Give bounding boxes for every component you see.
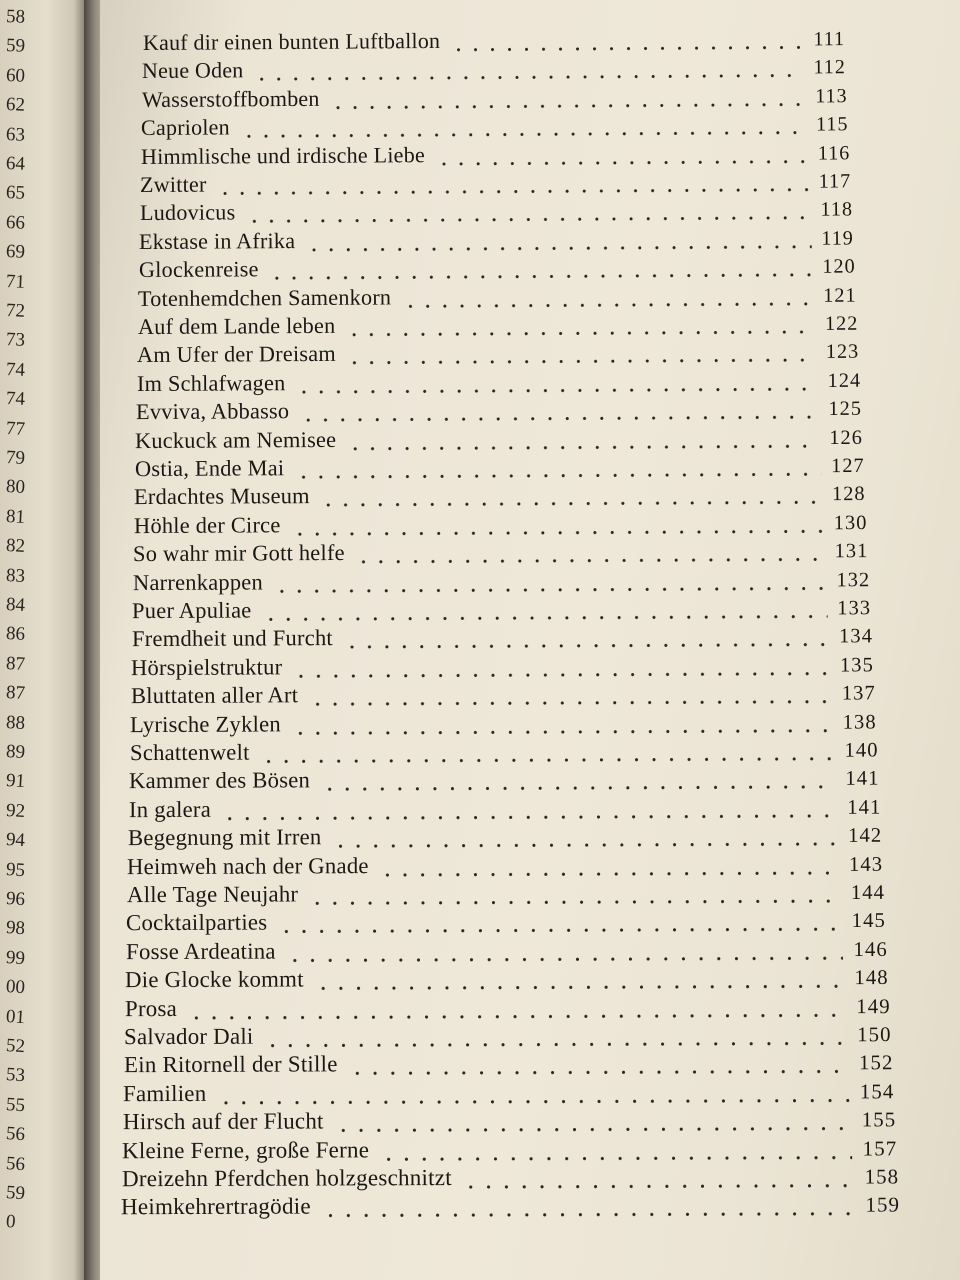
dot-leader [299,415,818,422]
dot-leader [402,301,814,308]
toc-entry-page-number: 141 [846,795,881,819]
dot-leader [332,842,838,848]
dot-leader [320,501,822,508]
left-page-number: 86 [5,623,26,646]
left-page-number: 66 [5,211,26,234]
toc-entry-title: Ludovicus [139,199,236,226]
left-page-number: 91 [5,770,26,793]
toc-entry-title: Ein Ritornell der Stille [123,1050,338,1078]
left-page-number: 58 [5,6,26,28]
left-page-number: 55 [5,1093,26,1117]
dot-leader [294,472,821,479]
toc-entry-page-number: 135 [840,653,875,677]
left-page-number: 99 [5,946,26,969]
dot-leader [278,927,842,934]
dot-leader [348,1070,849,1076]
dot-leader [435,159,808,165]
dot-leader [293,671,830,678]
toc-entry-title: Capriolen [141,114,231,141]
toc-entry-title: Wasserstoffbomben [141,85,320,112]
left-page-number: 79 [5,447,26,469]
dot-leader [308,700,831,707]
toc-entry-page-number: 130 [833,511,868,535]
left-page-number: 81 [5,505,26,528]
left-page-number: 87 [5,682,26,705]
toc-entry-page-number: 143 [849,852,884,876]
left-page-number: 95 [5,858,26,881]
toc-entry-page-number: 113 [815,84,848,108]
dot-leader [291,728,832,735]
left-page-number: 71 [5,270,26,293]
dot-leader [314,984,844,990]
toc-entry-title: Am Ufer der Dreisam [136,340,337,368]
toc-entry-title: Zwitter [140,171,207,198]
toc-entry-title: Kleine Ferne, große Ferne [122,1135,370,1164]
dot-leader [217,1098,850,1105]
dot-leader [273,586,826,593]
dot-leader [308,899,840,906]
toc-entry-page-number: 150 [857,1023,892,1047]
toc-entry-title: Salvador Dali [124,1022,254,1050]
toc-entry-title: Heimkehrertragödie [120,1192,311,1220]
left-page-number: 84 [5,594,26,616]
toc-entry-title: Kuckuck am Nemisee [135,426,337,453]
left-page-number: 52 [5,1035,26,1058]
toc-entry-title: Himmlische und irdische Liebe [140,141,425,169]
toc-entry-page-number: 125 [828,397,863,421]
left-page-number: 63 [5,123,26,146]
toc-entry-page-number: 128 [832,483,867,506]
left-page-number: 80 [5,476,26,499]
toc-entry-page-number: 138 [842,710,877,734]
toc-entry-page-number: 158 [864,1165,899,1189]
dot-leader [264,1041,847,1048]
toc-entry-page-number: 121 [823,283,857,307]
toc-entry-title: Fremdheit und Furcht [131,624,333,652]
toc-entry-title: Neue Oden [142,57,245,84]
dot-leader [254,74,804,82]
toc-entry-page-number: 144 [850,881,885,905]
left-page-number: 60 [5,64,26,87]
toc-entry-title: Lyrische Zyklen [130,710,282,737]
dot-leader [306,245,812,252]
toc-entry-title: Begegnung mit Irren [127,823,322,851]
dot-leader [295,387,817,394]
dot-leader [380,1155,853,1161]
left-page-number: 98 [5,917,26,940]
dot-leader [259,757,833,764]
dot-leader [262,614,827,621]
left-page-number: 53 [5,1064,26,1087]
toc-entry-title: Kammer des Bösen [128,767,311,794]
toc-entry-page-number: 155 [861,1108,896,1132]
toc-entry-title: Totenhemdchen Samenkorn [138,283,392,311]
dot-leader [268,273,812,280]
toc-entry-page-number: 117 [818,170,852,193]
dot-leader [343,643,829,650]
toc-entry-title: Bluttaten aller Art [130,681,298,709]
toc-entry-title: Auf dem Lande leben [137,312,336,340]
toc-entry-page-number: 127 [830,454,865,478]
toc-entry-title: Höhle der Circe [133,511,281,538]
toc-entry-title: Familien [123,1079,207,1107]
toc-entry-title: So wahr mir Gott helfe [133,539,346,567]
left-page-number: 87 [5,652,26,675]
left-page-number: 69 [5,241,26,263]
toc-entry-title: Heimweh nach der Gnade [127,851,370,879]
toc-entry [121,1191,900,1227]
dot-leader [221,814,837,821]
toc-entry-page-number: 115 [816,113,849,136]
dot-leader [450,45,803,51]
toc-entry-page-number: 126 [829,426,864,449]
dot-leader [245,216,810,224]
toc-entry-page-number: 148 [854,966,890,990]
left-page-number: 89 [5,741,26,764]
toc-entry-page-number: 159 [865,1194,901,1218]
right-page [100,0,960,1280]
toc-entry-title: Dreizehn Pferdchen holzgeschnitzt [121,1164,452,1192]
toc-entry-page-number: 140 [844,738,879,762]
toc-entry-page-number: 137 [841,682,876,705]
toc-entry-page-number: 133 [837,596,872,620]
dot-leader [240,131,806,139]
toc-entry-page-number: 149 [855,994,891,1018]
toc-entry-page-number: 131 [834,539,869,563]
toc-entry-title: Hirsch auf der Flucht [122,1107,324,1135]
toc-entry-page-number: 112 [813,56,847,79]
left-page-number: 96 [5,888,26,911]
toc-entry-page-number: 124 [827,369,861,392]
toc-entry-page-number: 142 [847,824,883,848]
toc-entry-page-number: 134 [838,625,873,648]
toc-entry-title: Im Schlafwagen [136,369,286,396]
toc-entry-page-number: 152 [858,1051,894,1075]
toc-entry-title: Evviva, Abbasso [135,398,290,425]
toc-entry-title: Glockenreise [138,256,259,283]
left-page-number: 64 [5,153,26,175]
dot-leader [346,358,816,365]
left-page-number: 56 [5,1123,26,1146]
toc-entry-title: Puer Apuliae [132,596,252,624]
left-page-number: 72 [5,300,26,322]
toc-entry-page-number: 157 [862,1137,898,1161]
left-page-number: 65 [5,182,26,205]
dot-leader [345,330,814,337]
left-page-number: 82 [5,535,26,558]
toc-entry-title: In galera [128,795,211,823]
left-page-number: 0 [5,1211,17,1234]
toc-entry-page-number: 154 [859,1080,895,1104]
toc-entry-title: Cocktailparties [126,909,268,936]
toc-entry-page-number: 119 [821,227,855,250]
dot-leader [321,1212,855,1218]
dot-leader [320,785,835,792]
toc-entry-title: Erdachtes Museum [134,483,311,510]
dot-leader [217,188,809,196]
dot-leader [334,1127,851,1133]
dot-leader [330,102,806,109]
left-page-number: 74 [5,358,26,381]
toc-entry-page-number: 118 [820,198,853,222]
toc-entry-page-number: 123 [825,340,860,364]
toc-entry-title: Ekstase in Afrika [139,227,296,254]
toc-entry-title: Ostia, Ende Mai [134,454,285,482]
left-page-number: 01 [5,1005,26,1028]
dot-leader [462,1184,854,1190]
left-page-number: 74 [5,388,26,411]
toc-entry-title: Alle Tage Neujahr [126,880,299,908]
dot-leader [380,871,840,877]
left-page-number: 59 [5,35,26,58]
toc-entry-page-number: 111 [813,28,846,51]
left-page-number: 73 [5,329,26,352]
left-page [0,0,84,1280]
left-page-number: 56 [5,1152,26,1175]
toc-entry-title: Hörspielstruktur [131,653,283,681]
toc-entry-page-number: 122 [824,312,859,335]
toc-entry-page-number: 141 [845,767,880,791]
dot-leader [347,444,820,451]
dot-leader [291,529,824,536]
left-page-number: 92 [5,799,26,822]
toc-entry-title: Fosse Ardeatina [125,937,276,965]
dot-leader [187,1013,845,1020]
toc-entry-title: Narrenkappen [132,568,263,595]
toc-entry-page-number: 145 [851,909,887,933]
toc-entry-title: Die Glocke kommt [125,965,305,993]
toc-entry-title: Schattenwelt [129,738,250,766]
left-page-number: 94 [5,829,26,852]
toc-entry-page-number: 116 [817,141,851,165]
toc-entry-title: Kauf dir einen bunten Luftballon [142,27,441,55]
left-page-number: 77 [5,417,26,440]
left-page-number: 83 [5,564,26,587]
left-page-number: 59 [5,1182,26,1205]
left-page-number: 00 [5,976,26,999]
toc-entry-page-number: 132 [836,568,871,592]
left-page-number: 88 [5,711,26,734]
toc-entry-page-number: 146 [853,938,888,962]
toc-entry-page-number: 120 [822,255,856,278]
dot-leader [286,956,843,963]
dot-leader [355,558,824,565]
toc-entry-title: Prosa [124,994,177,1021]
left-page-number: 62 [5,94,26,116]
